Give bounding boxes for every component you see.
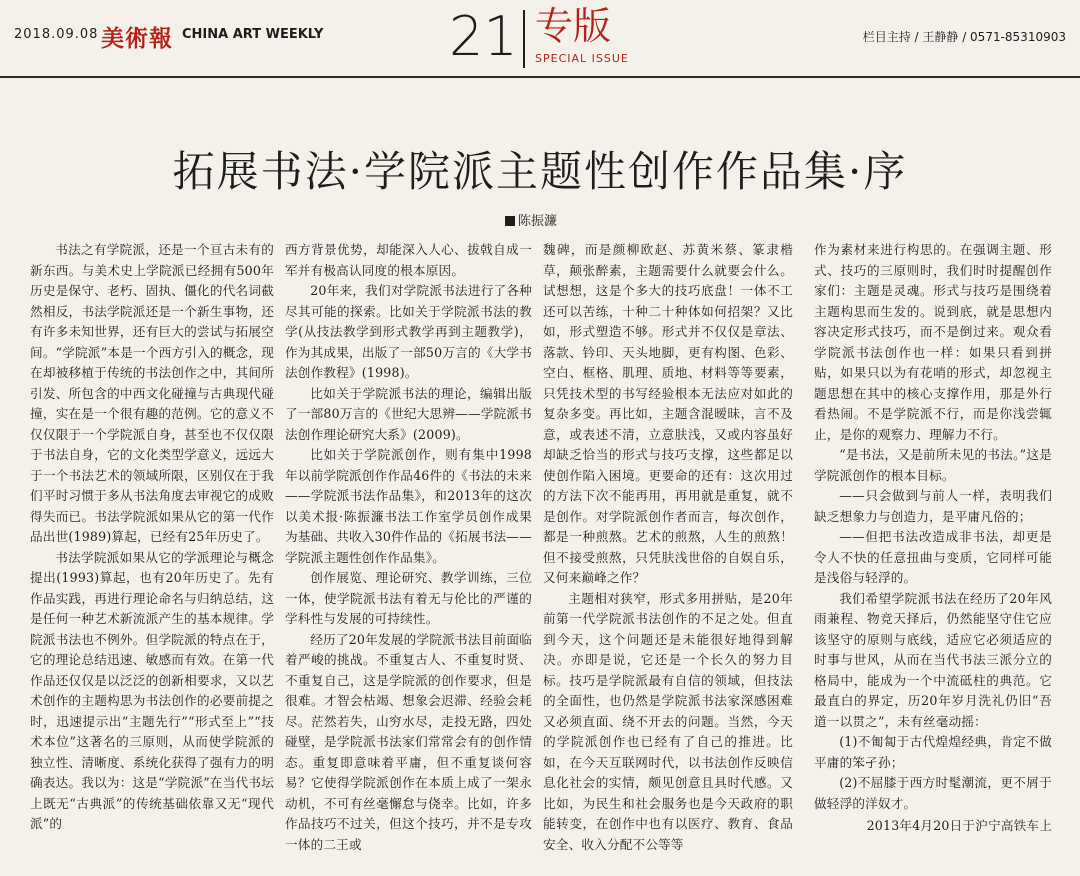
newspaper-logo-english: CHINA ART WEEKLY [182, 27, 324, 42]
paragraph: 比如关于学院派创作，则有集中1998年以前学院派创作作品46件的《书法的未来——学院派书法作品集》，和2013年的这次以美术报·陈振濂书法工作室学员创作成果为基础、共收入30件作品的《拓展书法——学院派主题性创作作品集》。 [285, 447, 532, 565]
paragraph: 我们希望学院派书法在经历了20年风雨兼程、物竞天择后，仍然能坚守住它应该坚守的原则与底线，适应它必须适应的时事与世风，从而在当代书法三派分立的格局中，能成为一个中流砥柱的典范。它最直白的界定，历20年岁月洗礼仍旧“吾道一以贯之”，未有丝毫动摇： [814, 590, 1052, 729]
article-column-4 [814, 240, 1052, 876]
article-signature: 2013年4月20日于沪宁高铁车上 [866, 818, 1052, 833]
paragraph: 经历了20年发展的学院派书法目前面临着严峻的挑战。不重复古人、不重复时贤、不重复自己，这是学院派的创作要求，但是很难。才智会枯竭、想象会迟滞、经验会耗尽。茫然若失，山穷水尽，走投无路，四处碰壁，是学院派书法家们常常会有的创作情态。重复即意味着平庸，但不重复谈何容易？它使得学院派创作在本质上成了一架永动机，不可有丝毫懈怠与侥幸。比如，许多作品技巧不过关，但这个技巧，并不是专攻一体的二王或 [285, 631, 532, 852]
paragraph: 书法学院派如果从它的学派理论与概念提出(1993)算起，也有20年历史了。先有作品实践，再进行理论命名与归纳总结，这是任何一种艺术新流派产生的基本规律。学院派书法也不例外。但学院派的特点在于，它的理论总结迅速、敏感而有效。在第一代作品还仅仅是以泛泛的创新相要求，又以艺术创作的主题构思为书法创作的必要前提之时，迅速提示出“主题先行”“形式至上”“技术本位”这著名的三原则，从而使学院派的独立性、清晰度、系统化获得了强有力的明确表达。我以为：这是“学院派”在当代书坛上既无“古典派”的传统基础依靠又无“现代派”的 [30, 549, 274, 831]
paragraph: “是书法，又是前所未见的书法。”这是学院派创作的根本目标。 [814, 447, 1052, 483]
article-column-2 [285, 240, 532, 876]
newspaper-logo: 美術報 [101, 25, 173, 52]
paragraph: 比如关于学院派书法的理论，编辑出版了一部80万言的《世纪大思辨——学院派书法创作理论研究大系》(2009)。 [285, 385, 532, 442]
paragraph: ——只会做到与前人一样，表明我们缺乏想象力与创造力，是平庸凡俗的； [814, 488, 1052, 524]
paragraph: 创作展览、理论研究、教学训练，三位一体，使学院派书法有着无与伦比的严谨的学科性与发展的可持续性。 [285, 570, 532, 626]
paragraph: 20年来，我们对学院派书法进行了各种尽其可能的探索。比如关于学院派书法的教学(从技法教学到形式教学再到主题教学)，作为其成果，出版了一部50万言的《大学书法创作教程》(1998)。 [285, 283, 532, 380]
byline [505, 210, 557, 229]
issue-date: 2018.09.08 [14, 27, 99, 42]
section-title: 专版 [535, 4, 612, 48]
byline-square-icon [505, 216, 515, 226]
paragraph: 主题相对狭窄，形式多用拼贴，是20年前第一代学院派书法创作的不足之处。但直到今天，这个问题还是未能很好地得到解决。亦即是说，它还是一个长久的努力目标。技巧是学院派最有自信的领域，但技法的全面性，也仍然是学院派书法家深感困难又必须直面、绕不开去的问题。当然，今天的学院派创作也已经有了自己的推进。比如，在今天互联网时代，以书法创作反映信息化社会的实情，颇见创意且具时代感。又比如，为民生和社会服务也是今天政府的职能转变，在创作中也有以医疗、教育、食品安全、收入分配不公等等 [543, 590, 793, 852]
section-title-english: SPECIAL ISSUE [535, 52, 629, 65]
author-name: 陈振濂 [518, 214, 558, 229]
column-editor: 栏目主持 / 王静静 / 0571-85310903 [862, 30, 1066, 44]
paragraph: 魏碑，而是颜柳欧赵、苏黄米蔡、篆隶楷草，颠张醉素，主题需要什么就要会什么。试想想，这是个多大的技巧底盘！一体不工还可以苦练，十种二十种体如何招架？又比如，形式塑造不够。形式并不仅仅是章法、落款、钤印、天头地脚，更有构图、色彩、空白、框格、肌理、质地、材料等等要素，只凭技术型的书写经验根本无法应对如此的复杂多变。再比如，主题含混暧昧，言不及意，或表述不清，立意肤浅，又或内容虽好却缺乏恰当的形式与技巧支撑，这些都足以使创作陷入困境。更要命的还有：这次用过的方法下次不能再用，再用就是重复，就不是创作。对学院派创作者而言，每次创作，都是一种煎熬。艺术的煎熬，人生的煎熬！但不接受煎熬，只凭肤浅世俗的自娱自乐，又何来巅峰之作？ [543, 242, 793, 585]
page-number-separator [523, 10, 525, 68]
header-divider [0, 76, 1080, 78]
article-title: 拓展书法·学院派主题性创作作品集·序 [172, 147, 908, 196]
paragraph: 作为素材来进行构思的。在强调主题、形式、技巧的三原则时，我们时时提醒创作家们：主题是灵魂。形式与技巧是围绕着主题构思而生发的。说到底，就是思想内容决定形式技巧，而不是倒过来。观众看学院派书法创作也一样：如果只看到拼贴，如果只以为有花哨的形式，却忽视主题思想在其中的核心支撑作用，那是外行看热闹。不是学院派不行，而是你浅尝辄止，是你的观察力、理解力不行。 [814, 242, 1052, 442]
paragraph: 西方背景优势，却能深入人心、拔戟自成一军并有极高认同度的根本原因。 [285, 242, 532, 278]
paragraph: ——但把书法改造成非书法，却更是令人不快的任意扭曲与变质，它同样可能是浅俗与轻浮的。 [814, 529, 1052, 585]
paragraph: (1)不匍匐于古代煌煌经典，肯定不做平庸的笨孑孙； [814, 734, 1052, 770]
article-column-3 [543, 240, 793, 876]
paragraph: 书法之有学院派，还是一个亘古未有的新东西。与美术史上学院派已经拥有500年历史是保守、老朽、固执、僵化的代名词截然相反，书法学院派还是一个新生事物，还有许多未知世界，还有巨大的尝试与拓展空间。“学院派”本是一个西方引入的概念，现在却被移植于传统的书法创作之中，其间所引发、所包含的中西文化碰撞与古典现代碰撞，实在是一个很有趣的范例。它的意义不仅仅限于一个学院派自身，甚至也不仅仅限于书法自身，它的文化类型学意义，远远大于一个书法艺术的领域所限，区别仅在于我们平时习惯于多从书法角度去审视它的成败得失而已。书法学院派如果从它的第一代作品出世(1989)算起，已经有25年历史了。 [30, 242, 274, 544]
masthead [0, 0, 1080, 80]
paragraph: (2)不屈膝于西方时髦潮流，更不屑于做轻浮的洋奴才。 [814, 775, 1052, 811]
article-column-1 [30, 240, 274, 876]
page-number: 21 [449, 5, 518, 68]
